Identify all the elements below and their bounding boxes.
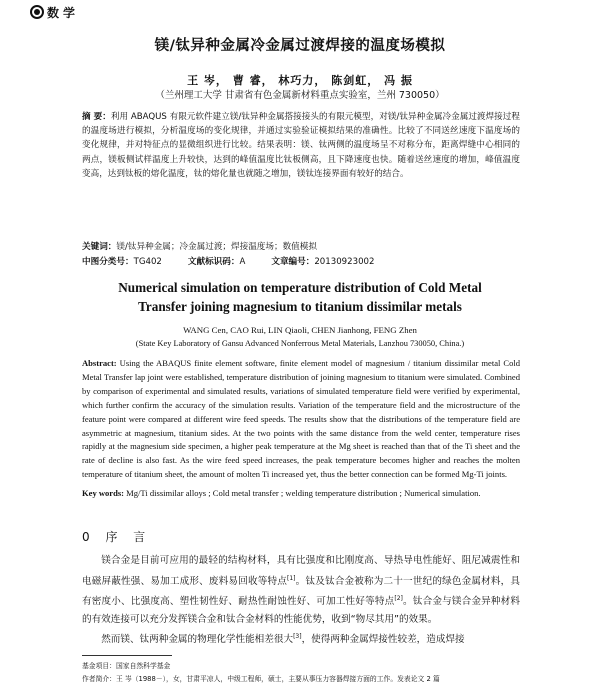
- body-text-run: 。钛合金与镁合金异种材料的有效连接可以充分发挥镁合金和钛合金材料的性能优势，收到“物尽其用”的效果。: [82, 596, 521, 625]
- citation-ref[interactable]: [3]: [293, 633, 302, 641]
- body-text-run: 镁合金是目前可应用的最轻的结构材料，具有比强度和比刚度高、导热导电性能好、阻尼减震性和电磁屏蔽性强、易加工成形、废料易回收等特点: [82, 555, 520, 587]
- chinese-authors: 王 岑， 曹 睿， 林巧力， 陈剑虹， 冯 振: [187, 74, 413, 87]
- article-no-label: 文章编号：: [271, 257, 315, 267]
- english-title: [0, 278, 600, 316]
- doc-code-value: A: [239, 257, 246, 267]
- body-text-run: 然而镁、钛两种金属的物理化学性能相差很大: [101, 634, 294, 646]
- chinese-keywords-label: 关键词：: [82, 242, 117, 252]
- footnote-divider: [82, 655, 172, 656]
- body-paragraph-2: [82, 628, 520, 649]
- section-heading: [82, 528, 151, 545]
- journal-logo-text: 数: [47, 5, 61, 20]
- chinese-keywords-text: 镁/钛异种金属；冷金属过渡；焊接温度场；数值模拟: [116, 242, 317, 252]
- english-title-line1: Numerical simulation on temperature distribution of Cold Metal: [118, 280, 482, 295]
- chinese-affiliation: （兰州理工大学 甘肃省有色金属新材料重点实验室，兰州 730050）: [155, 90, 445, 101]
- doc-code-label: 文献标识码：: [187, 257, 240, 267]
- chinese-abstract-label: 摘 要：: [82, 112, 111, 122]
- footnote-author: 作者简介：王 岑（1988－），女，甘肃平凉人，中级工程师，硕士，主要从事压力容器焊接方面的工作。发表论文 2 篇: [82, 675, 440, 683]
- english-abstract-label: Abstract:: [82, 358, 117, 368]
- section-number: 0: [82, 530, 96, 544]
- body-text-run: ，使得两种金属焊接性较差，造成焊接: [301, 634, 465, 646]
- chinese-keywords: [82, 240, 520, 252]
- journal-logo-icon: [30, 5, 44, 19]
- english-authors: WANG Cen, CAO Rui, LIN Qiaoli, CHEN Jianhong, FENG Zhen: [183, 325, 417, 335]
- english-abstract-text: Using the ABAQUS finite element software, finite element model of magnesium / titanium dissimilar metal Cold Metal Transfer lap joint were established, temperature distribution of joining magnesium to titanium were simulated. Combined by comparison of experimental and simulated results, variations of simulated temperature field were verified by experimental, which further confirm the accuracy of the simulation results. Variation of the temperature field and the microstructure of the feature point were compared at different wire feed speeds. The results show that the distributions of the temperature field are asymmetric at magnesium, titanium sides. At the two points with the same distance from the weld center, temperature rises rapidly at the magnesium side specimen, a higher peak temperature at the Mg sheet is reached than that of the Ti sheet and the rate of decline is also fast. As the wire feed speed increases, the peak temperature becomes higher and reaches the molten temperature of titanium sheet, the amount of molten Ti increased yet, thus the better connection can be formed Mg-Ti joints.: [82, 358, 520, 480]
- article-no-value: 20130923002: [314, 257, 375, 267]
- english-keywords-text: Mg/Ti dissimilar alloys ; Cold metal transfer ; welding temperature distribution ; Numerical simulation.: [126, 488, 481, 498]
- body-paragraph-1: [82, 552, 520, 628]
- english-keywords: [82, 487, 520, 501]
- journal-logo: [30, 4, 76, 20]
- citation-ref[interactable]: [2]: [394, 595, 403, 603]
- classification-line: [82, 255, 520, 267]
- english-keywords-label: Key words:: [82, 488, 125, 498]
- body-text-run: 。钛及钛合金被称为二十一世纪的绿色金属材料，具有密度小、比强度高、塑性韧性好、耐热性耐蚀性好、可加工性好等特点: [82, 575, 521, 608]
- chinese-abstract: [82, 110, 520, 181]
- body-paragraphs: [82, 552, 520, 649]
- journal-logo-label: 学: [63, 5, 77, 20]
- chinese-title: 镁/钛异种金属冷金属过渡焊接的温度场模拟: [154, 38, 446, 54]
- section-title: 序 言: [105, 530, 152, 544]
- english-title-line2: Transfer joining magnesium to titanium dissimilar metals: [138, 299, 462, 314]
- english-affiliation: (State Key Laboratory of Gansu Advanced Nonferrous Metal Materials, Lanzhou 730050, China.): [135, 339, 465, 348]
- clc-label: 中图分类号：: [82, 257, 134, 267]
- english-abstract: [82, 357, 520, 482]
- footnote-fund: 基金项目：国家自然科学基金: [82, 662, 171, 670]
- clc-value: TG402: [133, 257, 162, 267]
- citation-ref[interactable]: [1]: [287, 574, 296, 582]
- chinese-abstract-text: 利用 ABAQUS 有限元软件建立镁/钛异种金属搭接接头的有限元模型，对镁/钛异种金属冷金属过渡焊接过程的温度场进行模拟，分析温度场的变化规律，并通过实验验证模拟结果的准确性。比较了不同送丝速度下温度场的变化规律，并对特征点的显微组织进行比较。结果表明：镁、钛两侧的温度场呈不对称分布，距离焊缝中心相同的两点，镁板侧试样温度上升较快，达到的峰值温度比钛板侧高，且下降速度也快。随着送丝速度的增加，峰值温度变高，达到钛板的熔化温度，钛的熔化量也就随之增加，镁钛连接界面有较好的结合。: [82, 112, 520, 179]
